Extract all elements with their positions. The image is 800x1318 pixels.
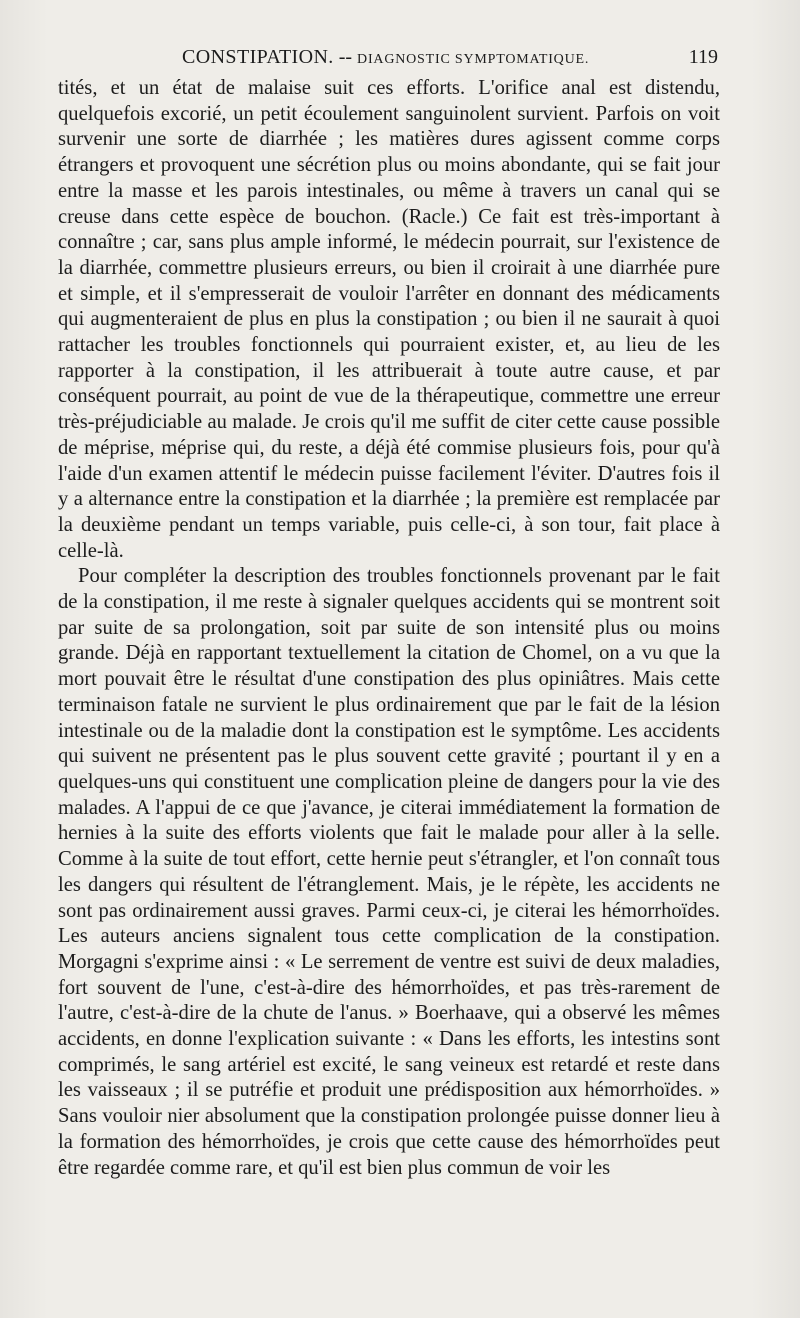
running-title xyxy=(182,42,589,75)
paragraph-2: Pour compléter la description des troubles fonctionnels provenant par le fait de la constipation, il me reste à signaler quelques accidents qui se montrent soit par suite de sa prolongation, soit par suite de son intensité plus ou moins grande. Déjà en rapportant textuellement la citation de Chomel, on a vu que la mort pouvait être le résultat d'une constipation des plus opiniâtres. Mais cette terminaison fatale ne survient le plus ordinairement que par le fait de la lésion intestinale ou de la maladie dont la constipation est le symptôme. Les accidents qui suivent ne présentent pas le plus souvent cette gravité ; pourtant il y en a quelques-uns qui constituent une complication pleine de dangers pour la vie des malades. A l'appui de ce que j'avance, je citerai immédiatement la formation de hernies à la suite des efforts violents que fait le malade pour aller à la selle. Comme à la suite de tout effort, cette hernie peut s'étrangler, et l'on connaît tous les dangers qui résultent de l'étranglement. Mais, je le répète, les accidents ne sont pas ordinairement aussi graves. Parmi ceux-ci, je citerai les hémorrhoïdes. Les auteurs anciens signalent tous cette complication de la constipation. Morgagni s'exprime ainsi : « Le serrement de ventre est suivi de deux maladies, fort souvent de l'une, c'est-à-dire des hémorrhoïdes, et pas très-rarement de l'autre, c'est-à-dire de la chute de l'anus. » Boerhaave, qui a observé les mêmes accidents, en donne l'explication suivante : « Dans les efforts, les intestins sont comprimés, le sang artériel est excité, le sang veineux est retardé et reste dans les vaisseaux ; il se putréfie et produit une prédisposition aux hémorrhoïdes. » Sans vouloir nier absolument que la constipation prolongée puisse donner lieu à la formation des hémorrhoïdes, je crois que cette cause des hémorrhoïdes peut être regardée comme rare, et qu'il est bien plus commun de voir les xyxy=(58,565,720,1179)
body-text xyxy=(58,76,720,1181)
header-subtitle: DIAGNOSTIC SYMPTOMATIQUE. xyxy=(357,52,590,67)
header-dash: -- xyxy=(333,46,358,68)
page-number: 119 xyxy=(688,46,718,68)
paragraph-1: tités, et un état de malaise suit ces efforts. L'orifice anal est distendu, quelquefois excorié, un petit écoulement sanguinolent survient. Parfois on voit survenir une sorte de diarrhée ; les matières dures agissent comme corps étrangers et provoquent une sécrétion plus ou moins abondante, qui se fait jour entre la masse et les parois intestinales, ou même à travers un canal qui se creuse dans cette espèce de bouchon. (Racle.) Ce fait est très-important à connaître ; car, sans plus ample informé, le médecin pourrait, sur l'existence de la diarrhée, commettre plusieurs erreurs, ou bien il croirait à une diarrhée pure et simple, et il s'empresserait de vouloir l'arrêter en donnant des médicaments qui augmenteraient de plus en plus la constipation ; ou bien il ne saurait à quoi rattacher les troubles fonctionnels qui pourraient exister, et, au lieu de les rapporter à la constipation, il les attribuerait à toute autre cause, et par conséquent pourrait, au point de vue de la thérapeutique, commettre une erreur très-préjudiciable au malade. Je crois qu'il me suffit de citer cette cause possible de méprise, méprise qui, du reste, a déjà été commise plusieurs fois, pour qu'à l'aide d'un examen attentif le médecin puisse facilement l'éviter. D'autres fois il y a alternance entre la constipation et la diarrhée ; la première est remplacée par la deuxième pendant un temps variable, puis celle-ci, à son tour, fait place à celle-là. xyxy=(58,77,720,562)
running-header xyxy=(60,42,720,72)
header-title: CONSTIPATION. xyxy=(182,46,334,68)
